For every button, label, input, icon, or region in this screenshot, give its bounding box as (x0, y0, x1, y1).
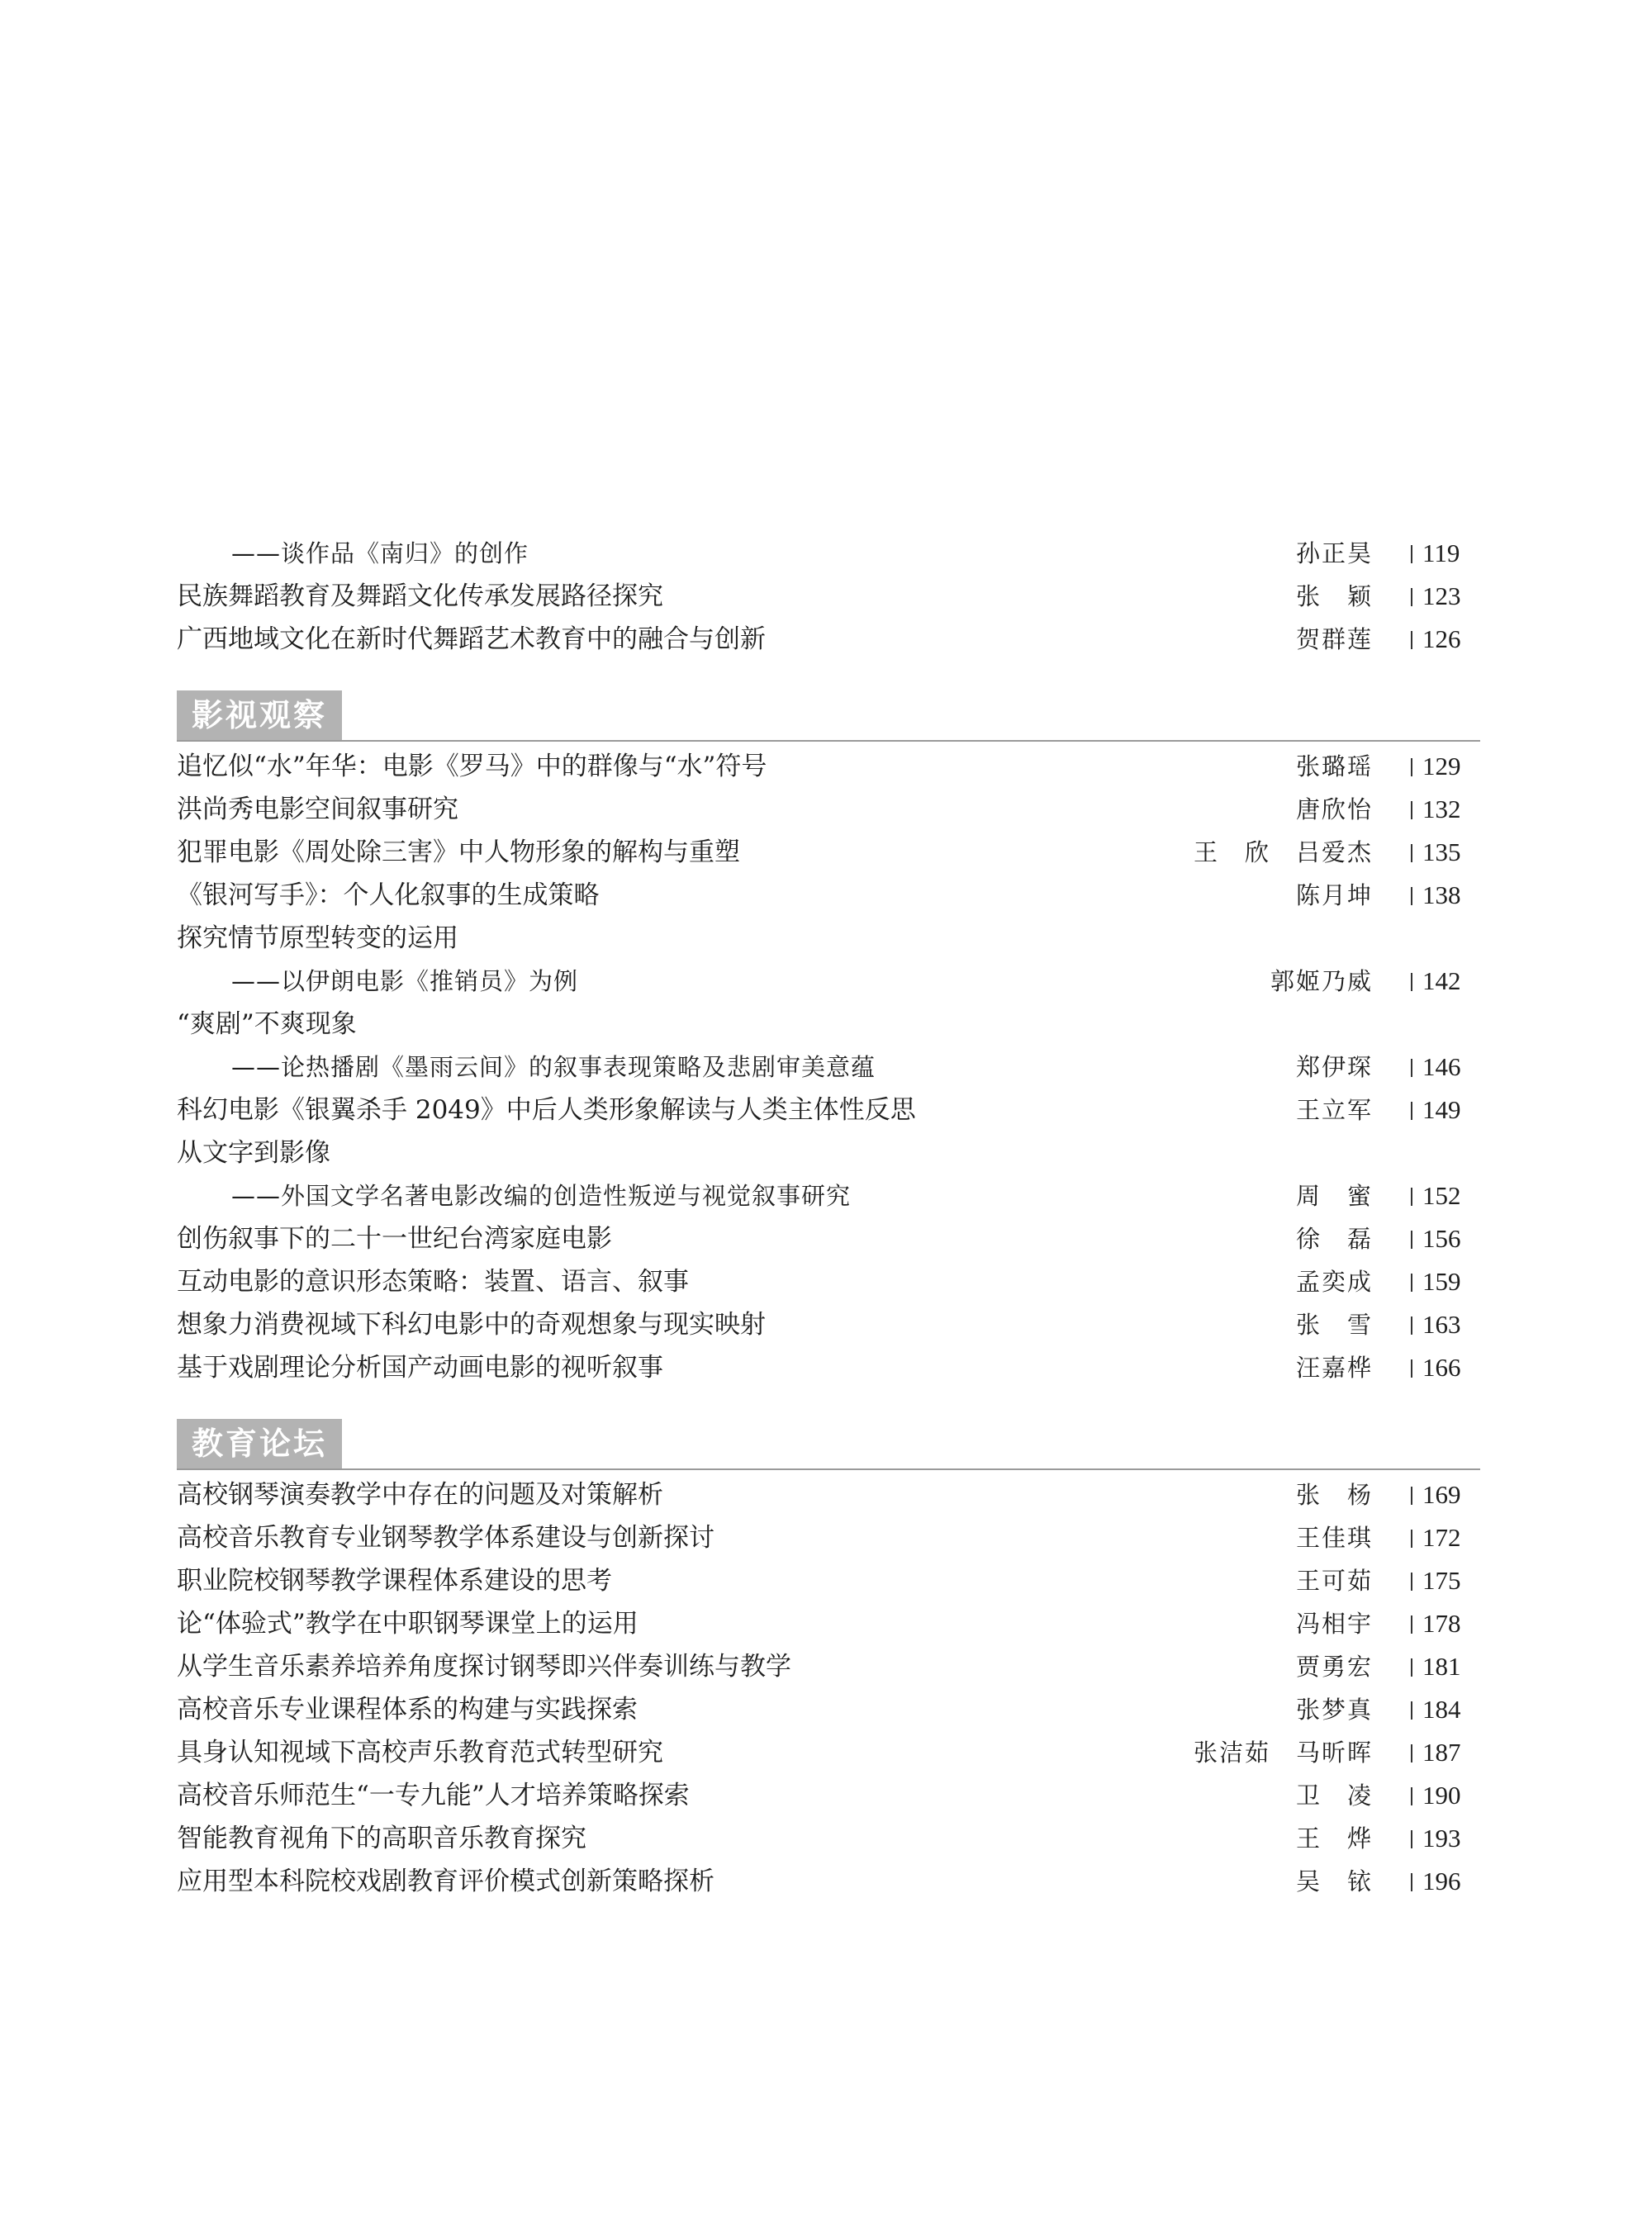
entry-page-number: 119 (1411, 532, 1480, 575)
entry-author: 张梦真 (1295, 1696, 1373, 1724)
toc-entry-subtitle[interactable] (177, 1174, 1480, 1217)
entry-author: 陈月坤 (1295, 881, 1373, 909)
entry-title: 广西地域文化在新时代舞蹈艺术教育中的融合与创新 (177, 624, 766, 654)
entry-title: 高校音乐师范生“一专九能”人才培养策略探索 (177, 1781, 690, 1810)
entry-author: 唐欣怡 (1295, 795, 1373, 823)
entry-title: 高校音乐教育专业钢琴教学体系建设与创新探讨 (177, 1523, 714, 1553)
entry-title: ——谈作品《南归》的创作 (231, 539, 529, 567)
entry-page-number: 156 (1411, 1217, 1480, 1260)
entry-author: 周 蜜 (1295, 1182, 1373, 1210)
entry-title: 具身认知视域下高校声乐教育范式转型研究 (177, 1738, 663, 1767)
entry-author: 王立军 (1295, 1096, 1373, 1124)
entry-page-number: 132 (1411, 788, 1480, 831)
toc-entry[interactable] (177, 1303, 1480, 1346)
entry-page-number: 178 (1411, 1602, 1480, 1645)
toc-entry[interactable] (177, 1260, 1480, 1303)
entry-title: 基于戏剧理论分析国产动画电影的视听叙事 (177, 1353, 663, 1383)
entry-title: ——论热播剧《墨雨云间》的叙事表现策略及悲剧审美意蕴 (231, 1053, 876, 1081)
entry-page-number: 129 (1411, 745, 1480, 788)
entry-title: 从文字到影像 (177, 1138, 330, 1168)
entry-page-number: 190 (1411, 1774, 1480, 1817)
entry-page-number: 166 (1411, 1346, 1480, 1389)
entry-title: “爽剧”不爽现象 (177, 1009, 357, 1039)
toc-entry-subtitle[interactable] (177, 1046, 1480, 1089)
toc-entry[interactable] (177, 1003, 1480, 1046)
toc-section (177, 1419, 1480, 1903)
toc-entry[interactable] (177, 1731, 1480, 1774)
entry-page-number: 175 (1411, 1559, 1480, 1602)
entry-author: 张璐瑶 (1295, 752, 1373, 780)
entry-author: 张 颖 (1295, 582, 1373, 610)
section-rule (177, 740, 1480, 742)
entry-page-number: 146 (1411, 1046, 1480, 1089)
entry-author: 王 欣 吕爱杰 (1193, 838, 1373, 866)
toc-entry[interactable] (177, 1217, 1480, 1260)
entry-author: 卫 凌 (1295, 1781, 1373, 1810)
entry-page-number: 123 (1411, 575, 1480, 618)
section-header (177, 1419, 1480, 1470)
entry-title: 智能教育视角下的高职音乐教育探究 (177, 1824, 586, 1853)
entry-author: 张洁茹 马昕晖 (1193, 1739, 1373, 1767)
entry-title: 应用型本科院校戏剧教育评价模式创新策略探析 (177, 1867, 714, 1896)
table-of-contents (177, 532, 1480, 1903)
entry-author: 郭姬乃威 (1270, 967, 1373, 995)
toc-entry[interactable] (177, 1346, 1480, 1389)
entry-page-number: 196 (1411, 1860, 1480, 1903)
entry-author: 冯相宇 (1295, 1610, 1373, 1638)
toc-entry[interactable] (177, 1688, 1480, 1731)
entry-author: 孙正昊 (1295, 539, 1373, 567)
entry-title: 犯罪电影《周处除三害》中人物形象的解构与重塑 (177, 837, 740, 867)
entry-author: 孟奕成 (1295, 1268, 1373, 1296)
toc-entry[interactable] (177, 1131, 1480, 1174)
toc-entry[interactable] (177, 1860, 1480, 1903)
entry-title: 民族舞蹈教育及舞蹈文化传承发展路径探究 (177, 581, 663, 611)
entry-page-number: 169 (1411, 1473, 1480, 1516)
entry-page-number: 187 (1411, 1731, 1480, 1774)
toc-entry[interactable] (177, 1089, 1480, 1131)
entry-page-number: 193 (1411, 1817, 1480, 1860)
toc-entry[interactable] (177, 1645, 1480, 1688)
entry-title: 科幻电影《银翼杀手 2049》中后人类形象解读与人类主体性反思 (177, 1095, 916, 1125)
entry-title: 从学生音乐素养培养角度探讨钢琴即兴伴奏训练与教学 (177, 1652, 791, 1682)
entry-author: 徐 磊 (1295, 1225, 1373, 1253)
toc-entry[interactable] (177, 1774, 1480, 1817)
entry-page-number: 138 (1411, 874, 1480, 917)
section-rule (177, 1468, 1480, 1470)
entry-title: ——外国文学名著电影改编的创造性叛逆与视觉叙事研究 (231, 1182, 852, 1210)
entry-page-number: 159 (1411, 1260, 1480, 1303)
entry-page-number: 126 (1411, 618, 1480, 661)
toc-entry[interactable] (177, 831, 1480, 874)
toc-entry[interactable] (177, 917, 1480, 960)
entry-author: 张 雪 (1295, 1311, 1373, 1339)
entry-page-number: 152 (1411, 1174, 1480, 1217)
entry-title: 高校钢琴演奏教学中存在的问题及对策解析 (177, 1480, 663, 1510)
entry-page-number: 184 (1411, 1688, 1480, 1731)
section-heading-label: 影视观察 (177, 690, 342, 740)
entry-title: 洪尚秀电影空间叙事研究 (177, 795, 458, 824)
entry-title: 探究情节原型转变的运用 (177, 923, 458, 953)
entry-page-number: 142 (1411, 960, 1480, 1003)
toc-section (177, 532, 1480, 661)
entry-page-number: 163 (1411, 1303, 1480, 1346)
toc-entry[interactable] (177, 1516, 1480, 1559)
toc-entry[interactable] (177, 1473, 1480, 1516)
toc-entry[interactable] (177, 618, 1480, 661)
toc-entry-subtitle[interactable] (177, 532, 1480, 575)
entry-author: 贺群莲 (1295, 625, 1373, 653)
entry-title: 互动电影的意识形态策略：装置、语言、叙事 (177, 1267, 689, 1297)
entry-title: 论“体验式”教学在中职钢琴课堂上的运用 (177, 1609, 638, 1639)
toc-entry[interactable] (177, 1559, 1480, 1602)
entry-page-number: 135 (1411, 831, 1480, 874)
entry-author: 张 杨 (1295, 1481, 1373, 1509)
entry-page-number: 149 (1411, 1089, 1480, 1131)
toc-entry[interactable] (177, 575, 1480, 618)
entry-title: 职业院校钢琴教学课程体系建设的思考 (177, 1566, 612, 1596)
entry-author: 汪嘉桦 (1295, 1354, 1373, 1382)
entry-author: 吴 铱 (1295, 1867, 1373, 1895)
entry-page-number: 172 (1411, 1516, 1480, 1559)
entry-author: 王佳琪 (1295, 1524, 1373, 1552)
entry-author: 贾勇宏 (1295, 1653, 1373, 1681)
toc-section (177, 690, 1480, 1389)
entry-author: 王可茹 (1295, 1567, 1373, 1595)
entry-author: 王 烨 (1295, 1824, 1373, 1853)
toc-entry[interactable] (177, 788, 1480, 831)
section-header (177, 690, 1480, 742)
entry-page-number: 181 (1411, 1645, 1480, 1688)
entry-title: 想象力消费视域下科幻电影中的奇观想象与现实映射 (177, 1310, 766, 1340)
toc-entry[interactable] (177, 874, 1480, 917)
entry-title: 创伤叙事下的二十一世纪台湾家庭电影 (177, 1224, 612, 1254)
entry-title: 《银河写手》：个人化叙事的生成策略 (177, 880, 600, 910)
entry-author: 郑伊琛 (1295, 1053, 1373, 1081)
toc-entry[interactable] (177, 745, 1480, 788)
section-heading-label: 教育论坛 (177, 1419, 342, 1468)
toc-entry[interactable] (177, 1817, 1480, 1860)
entry-title: 高校音乐专业课程体系的构建与实践探索 (177, 1695, 638, 1724)
toc-entry-subtitle[interactable] (177, 960, 1480, 1003)
toc-entry[interactable] (177, 1602, 1480, 1645)
entry-title: ——以伊朗电影《推销员》为例 (231, 967, 579, 995)
entry-title: 追忆似“水”年华：电影《罗马》中的群像与“水”符号 (177, 752, 767, 781)
